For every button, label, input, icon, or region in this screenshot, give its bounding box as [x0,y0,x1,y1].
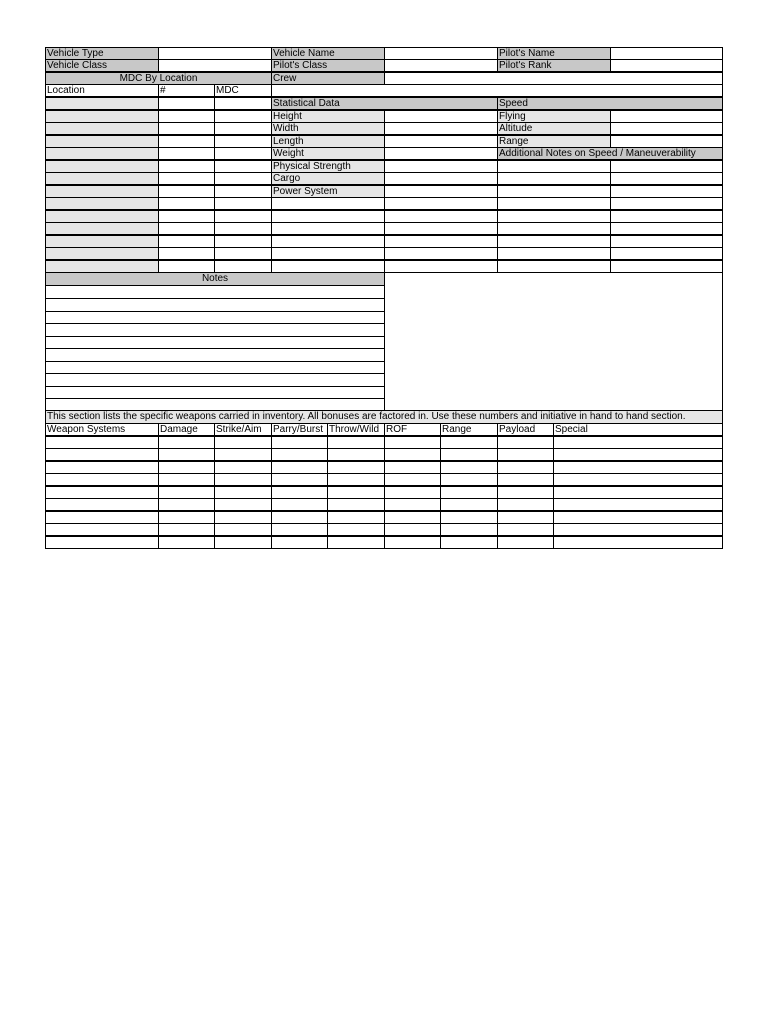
range-label: Range [497,135,611,148]
weapon-cell[interactable] [553,536,723,549]
weapon-cell[interactable] [384,473,441,486]
weight-label: Weight [271,147,385,160]
weapon-cell[interactable] [158,473,215,486]
blank-row [271,84,723,97]
height-label: Height [271,110,385,123]
weight-field[interactable] [384,147,498,160]
weapon-cell[interactable] [440,498,498,511]
notes-line[interactable] [45,323,385,337]
mdc-cell[interactable] [214,247,272,260]
weapon-cell[interactable] [271,498,328,511]
weapon-cell[interactable] [271,523,328,536]
notes-cell[interactable] [610,172,723,185]
weapon-cell[interactable] [497,473,554,486]
weapons-intro: This section lists the specific weapons carried in inventory. All bonuses are factored in. Use these numbers and initiative in hand to hand section. [45,410,723,424]
weapon-cell[interactable] [440,448,498,461]
number-cell[interactable] [158,247,215,260]
number-cell[interactable] [158,122,215,135]
weapon-cell[interactable] [327,448,385,461]
pilots-rank-label: Pilot's Rank [497,59,611,72]
location-cell[interactable] [45,197,159,210]
number-cell[interactable] [158,147,215,160]
weapon-cell[interactable] [497,523,554,536]
width-field[interactable] [384,122,498,135]
weapon-cell[interactable] [553,523,723,536]
weapon-cell[interactable] [271,448,328,461]
vehicle-class-label: Vehicle Class [45,59,159,72]
weapon-cell[interactable] [553,448,723,461]
notes-large-box[interactable] [384,272,723,411]
mdc-cell[interactable] [214,172,272,185]
weapon-cell[interactable] [271,536,328,549]
parry-burst-header: Parry/Burst [271,423,328,436]
pilots-rank-field[interactable] [610,59,723,72]
altitude-label: Altitude [497,122,611,135]
weapon-cell[interactable] [497,448,554,461]
special-header: Special [553,423,723,436]
weapon-cell[interactable] [440,523,498,536]
number-cell[interactable] [158,197,215,210]
mdc-cell[interactable] [214,122,272,135]
weapon-cell[interactable] [327,523,385,536]
pilots-class-field[interactable] [384,59,498,72]
weapon-cell[interactable] [158,536,215,549]
notes-cell[interactable] [497,172,611,185]
cargo-label: Cargo [271,172,385,185]
weapon-cell[interactable] [214,536,272,549]
vehicle-type-label: Vehicle Type [45,47,159,60]
location-cell[interactable] [45,122,159,135]
grid-cell[interactable] [610,222,723,235]
weapon-cell[interactable] [45,536,159,549]
vehicle-class-field[interactable] [158,59,272,72]
weapon-cell[interactable] [384,523,441,536]
power-system-label: Power System [271,185,385,198]
weapon-cell[interactable] [45,473,159,486]
weapon-cell[interactable] [45,498,159,511]
number-cell[interactable] [158,97,215,110]
notes-line[interactable] [45,285,385,299]
notes-header: Notes [45,272,385,286]
weapon-cell[interactable] [384,536,441,549]
grid-cell[interactable] [497,247,611,260]
location-cell[interactable] [45,247,159,260]
damage-header: Damage [158,423,215,436]
number-cell[interactable] [158,222,215,235]
grid-cell[interactable] [271,222,385,235]
statistical-data-header: Statistical Data [271,97,498,110]
vehicle-name-label: Vehicle Name [271,47,385,60]
crew-label: Crew [271,72,385,85]
weapon-cell[interactable] [45,523,159,536]
location-column-header: Location [45,84,159,97]
pilots-name-label: Pilot's Name [497,47,611,60]
weapon-cell[interactable] [440,473,498,486]
length-label: Length [271,135,385,148]
weapon-cell[interactable] [553,498,723,511]
number-cell[interactable] [158,172,215,185]
weapon-cell[interactable] [158,448,215,461]
grid-cell[interactable] [384,222,498,235]
grid-cell[interactable] [497,197,611,210]
weapon-cell[interactable] [327,498,385,511]
grid-cell[interactable] [271,247,385,260]
location-cell[interactable] [45,222,159,235]
weapon-cell[interactable] [497,498,554,511]
weapon-cell[interactable] [158,523,215,536]
weapon-cell[interactable] [214,498,272,511]
cargo-field[interactable] [384,172,498,185]
speed-notes-header: Additional Notes on Speed / Maneuverability [497,147,723,160]
throw-wild-header: Throw/Wild [327,423,385,436]
pilots-class-label: Pilot's Class [271,59,385,72]
rof-header: ROF [384,423,441,436]
grid-cell[interactable] [610,247,723,260]
grid-cell[interactable] [384,197,498,210]
weapon-cell[interactable] [384,498,441,511]
speed-header: Speed [497,97,723,110]
weapon-cell[interactable] [214,473,272,486]
mdc-cell[interactable] [214,222,272,235]
weapon-cell[interactable] [497,536,554,549]
mdc-column-header: MDC [214,84,272,97]
weapon-cell[interactable] [158,498,215,511]
notes-line[interactable] [45,348,385,362]
weapon-cell[interactable] [327,473,385,486]
grid-cell[interactable] [497,222,611,235]
mdc-by-location-header: MDC By Location [45,72,272,85]
location-cell[interactable] [45,172,159,185]
altitude-field[interactable] [610,122,723,135]
mdc-cell[interactable] [214,197,272,210]
physical-strength-label: Physical Strength [271,160,385,173]
weapon-systems-header: Weapon Systems [45,423,159,436]
width-label: Width [271,122,385,135]
weapon-cell[interactable] [327,536,385,549]
grid-cell[interactable] [610,197,723,210]
mdc-cell[interactable] [214,147,272,160]
weapon-cell[interactable] [384,448,441,461]
flying-label: Flying [497,110,611,123]
range-header: Range [440,423,498,436]
strike-aim-header: Strike/Aim [214,423,272,436]
location-cell[interactable] [45,147,159,160]
mdc-cell[interactable] [214,97,272,110]
grid-cell[interactable] [271,197,385,210]
weapon-cell[interactable] [214,523,272,536]
notes-line[interactable] [45,298,385,312]
number-column-header: # [158,84,215,97]
location-cell[interactable] [45,97,159,110]
grid-cell[interactable] [384,247,498,260]
weapon-cell[interactable] [440,536,498,549]
weapon-cell[interactable] [553,473,723,486]
weapon-cell[interactable] [271,473,328,486]
notes-line[interactable] [45,373,385,387]
weapon-cell[interactable] [45,448,159,461]
weapon-cell[interactable] [214,448,272,461]
payload-header: Payload [497,423,554,436]
